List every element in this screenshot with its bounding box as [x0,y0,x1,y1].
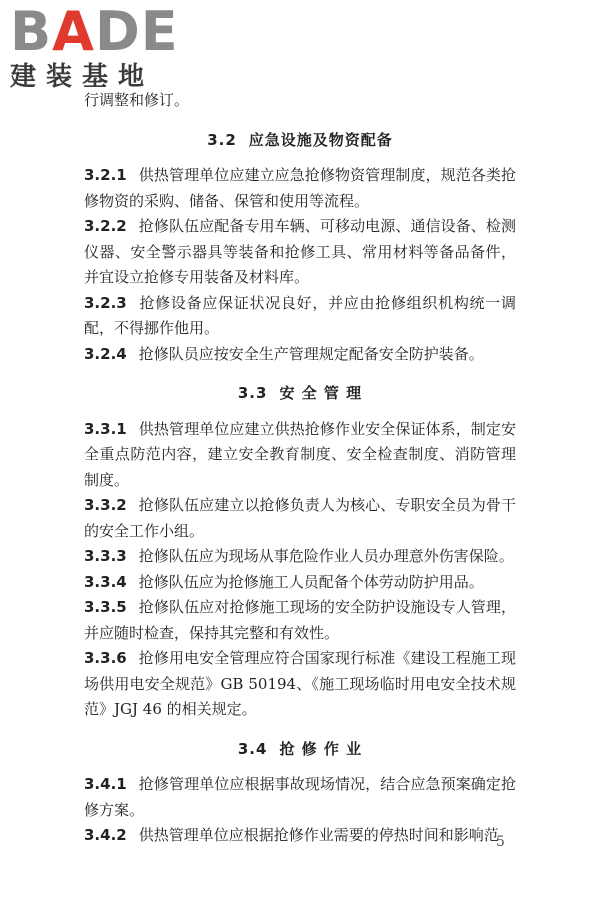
brand-subtitle: 建装基地 [10,62,155,92]
section-heading-3-3 [84,381,516,407]
brand-logo [10,0,180,94]
section-heading-3-2 [84,128,516,154]
clause-3-2-4: 3.2.4 抢修队员应按安全生产管理规定配备安全防护装备。 [84,344,484,363]
section-number: 3.3 [237,384,268,402]
clause-3-3-5: 3.3.5 抢修队伍应对抢修施工现场的安全防护设施设专人管理，并应随时检查，保持其完整和有效性。 [84,598,516,642]
clause-3-3-1: 3.3.1 供热管理单位应建立供热抢修作业安全保证体系，制定安全重点防范内容，建立安全教育制度、安全检查制度、消防管理制度。 [84,419,516,489]
continuation-text: 行调整和修订。 [84,91,190,109]
document-body [84,88,516,849]
clause-3-3-4: 3.3.4 抢修队伍应为抢修施工人员配备个体劳动防护用品。 [84,572,484,591]
page-number: 5 [496,834,505,850]
clause-3-4-1: 3.4.1 抢修管理单位应根据事故现场情况，结合应急预案确定抢修方案。 [84,775,516,819]
section-number: 3.4 [237,739,268,758]
clause-3-2-1: 3.2.1 供热管理单位应建立应急抢修物资管理制度，规范各类抢修物资的采购、储备、保管和使用等流程。 [84,166,516,210]
section-title: 抢 修 作 业 [279,739,363,758]
clause-3-2-3: 3.2.3 抢修设备应保证状况良好，并应由抢修组织机构统一调配，不得挪作他用。 [84,293,516,337]
clause-3-4-2: 3.4.2 供热管理单位应根据抢修作业需要的停热时间和影响范 [84,826,499,844]
clause-3-3-6: 3.3.6 抢修用电安全管理应符合国家现行标准《建设工程施工现场供用电安全规范》GB 50194、《施工现场临时用电安全技术规范》JGJ 46 的相关规定。 [84,649,516,718]
section-title: 应急设施及物资配备 [248,130,393,149]
section-heading-3-4 [84,737,516,763]
clause-3-2-2: 3.2.2 抢修队伍应配备专用车辆、可移动电源、通信设备、检测仪器、安全警示器具等装备和抢修工具、常用材料等备品备件，并宜设立抢修专用装备及材料库。 [84,217,516,286]
section-number: 3.2 [207,130,237,149]
clause-3-3-3: 3.3.3 抢修队伍应为现场从事危险作业人员办理意外伤害保险。 [84,547,514,565]
clause-3-3-2: 3.3.2 抢修队伍应建立以抢修负责人为核心、专职安全员为骨干的安全工作小组。 [84,496,516,540]
section-title: 安 全 管 理 [279,384,363,402]
brand-wordmark: BADE [10,0,179,63]
